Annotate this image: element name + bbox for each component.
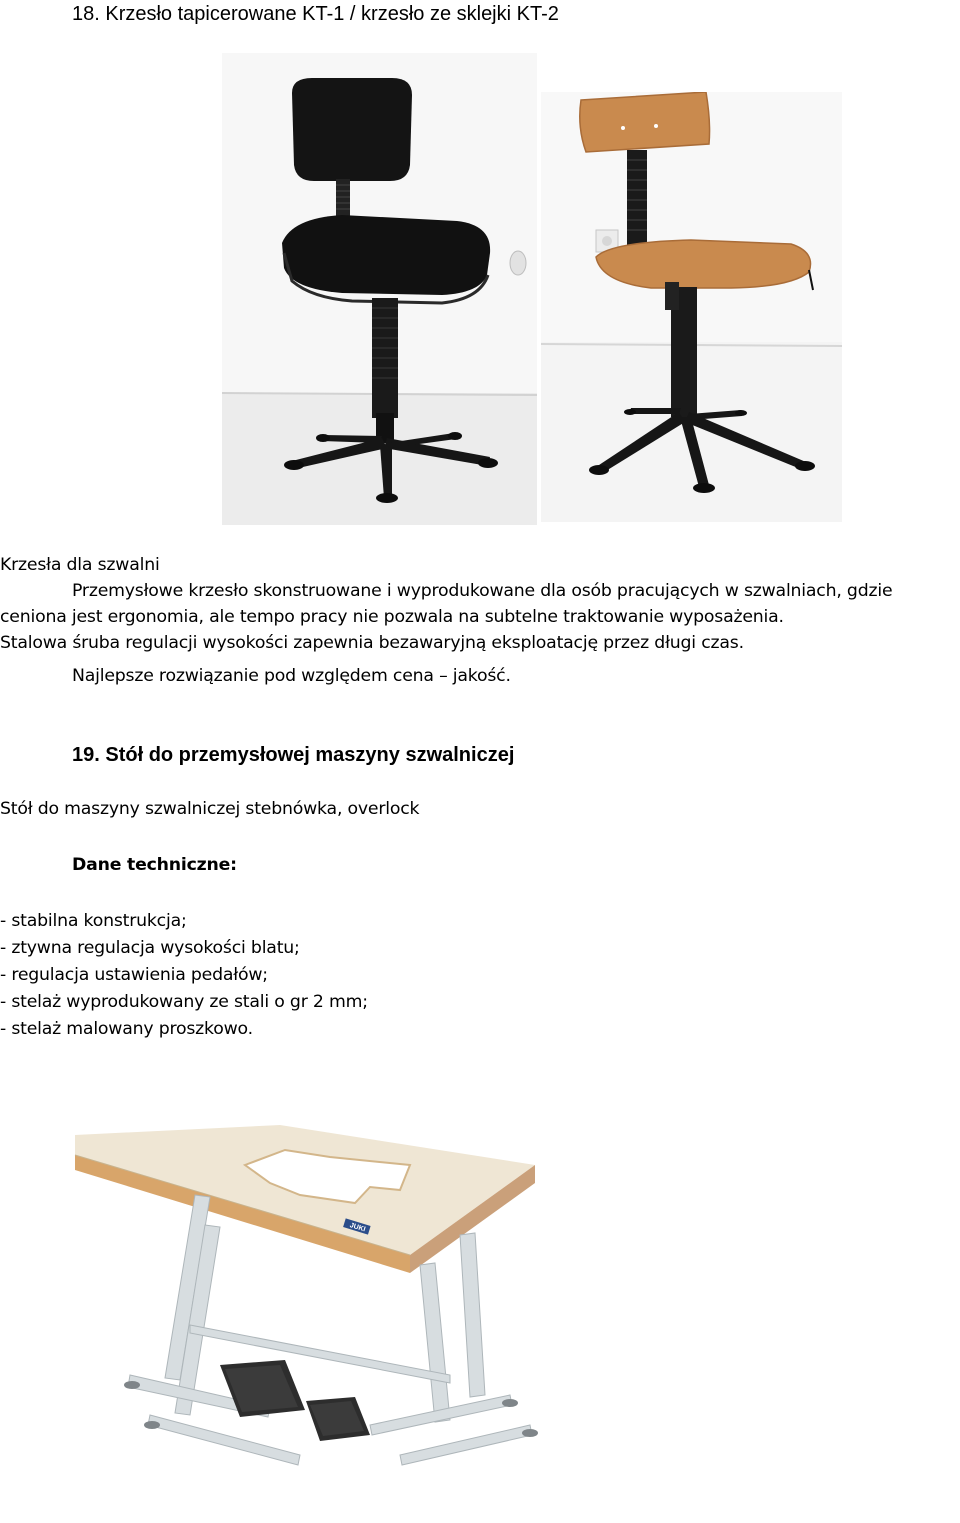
tech-data-heading: Dane techniczne: bbox=[72, 855, 237, 875]
spec-item: - regulacja ustawienia pedałów; bbox=[0, 965, 268, 985]
section-18-paragraph-line-1: Przemysłowe krzesło skonstruowane i wyprodukowane dla osób pracujących w szwalniach, gdzie bbox=[72, 581, 893, 601]
spec-item: - stelaż malowany proszkowo. bbox=[0, 1019, 253, 1039]
section-18-paragraph-line-2: ceniona jest ergonomia, ale tempo pracy nie pozwala na subtelne traktowanie wyposażenia. bbox=[0, 607, 784, 627]
upholstered-chair-photo bbox=[222, 53, 537, 525]
spec-item: - ztywna regulacja wysokości blatu; bbox=[0, 938, 300, 958]
section-18-subtitle: Krzesła dla szwalni bbox=[0, 555, 160, 575]
section-18-paragraph-line-4: Najlepsze rozwiązanie pod względem cena – jakość. bbox=[72, 666, 511, 686]
section-19-title: 19. Stół do przemysłowej maszyny szwalniczej bbox=[72, 744, 515, 766]
plywood-chair-image bbox=[541, 92, 842, 522]
section-18-paragraph-line-3: Stalowa śruba regulacji wysokości zapewnia bezawaryjną eksploatację przez długi czas. bbox=[0, 633, 744, 653]
spec-item: - stabilna konstrukcja; bbox=[0, 911, 187, 931]
section-19-intro: Stół do maszyny szwalniczej stebnówka, overlock bbox=[0, 799, 420, 819]
upholstered-chair-image bbox=[222, 53, 537, 525]
brand-label: JUKI bbox=[348, 1222, 367, 1234]
plywood-chair-photo bbox=[541, 92, 842, 522]
spec-item: - stelaż wyprodukowany ze stali o gr 2 mm; bbox=[0, 992, 368, 1012]
sewing-table-image bbox=[70, 1125, 540, 1520]
sewing-table-photo bbox=[70, 1125, 540, 1520]
section-18-title: 18. Krzesło tapicerowane KT-1 / krzesło ze sklejki KT-2 bbox=[72, 3, 559, 25]
